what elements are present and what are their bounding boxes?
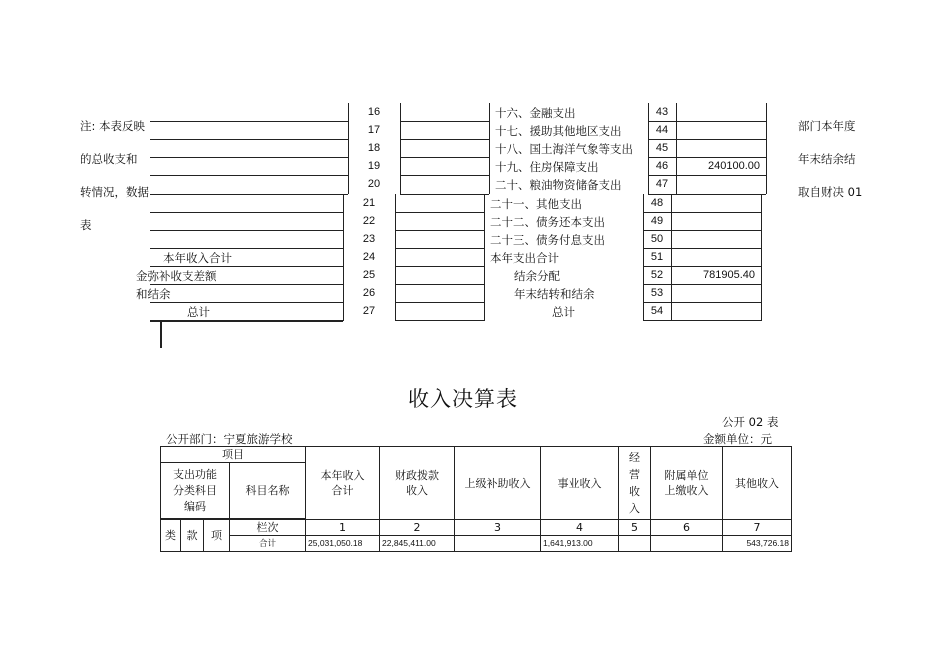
upper-row-number: 16 bbox=[367, 106, 381, 118]
grid-line bbox=[348, 121, 349, 140]
header-name: 科目名称 bbox=[230, 463, 306, 519]
upper-right-label: 二十、粮油物资储备支出 bbox=[495, 178, 622, 193]
grid-line bbox=[643, 266, 644, 285]
grid-line bbox=[150, 266, 343, 267]
header-xiang: 项 bbox=[204, 520, 230, 552]
grid-line bbox=[671, 212, 672, 231]
grid-line bbox=[348, 157, 349, 176]
upper-right-label: 二十一、其他支出 bbox=[490, 196, 582, 211]
grid-line bbox=[643, 194, 644, 213]
upper-row-number: 23 bbox=[362, 232, 376, 245]
total-value-4: 1,641,913.00 bbox=[541, 536, 619, 552]
total-label: 合计 bbox=[230, 536, 306, 552]
upper-row-number: 26 bbox=[362, 287, 376, 299]
grid-line bbox=[648, 139, 766, 140]
grid-line bbox=[761, 212, 762, 231]
upper-row-number: 20 bbox=[367, 178, 381, 191]
grid-line bbox=[766, 121, 767, 140]
upper-left-label: 和结余 bbox=[136, 287, 171, 301]
upper-row-number-right: 44 bbox=[655, 124, 669, 137]
side-note-left-4: 表 bbox=[80, 218, 92, 232]
grid-line bbox=[761, 302, 762, 321]
grid-line bbox=[676, 175, 677, 194]
header-affiliated-income: 附属单位 上缴收入 bbox=[651, 447, 723, 520]
upper-row-number-right: 49 bbox=[650, 214, 664, 227]
grid-line bbox=[643, 320, 761, 321]
grid-line bbox=[489, 121, 490, 140]
grid-line bbox=[671, 284, 672, 303]
upper-row-number: 18 bbox=[367, 142, 381, 155]
grid-line bbox=[484, 230, 485, 249]
grid-line bbox=[395, 284, 484, 285]
grid-line bbox=[484, 266, 485, 285]
grid-line bbox=[761, 194, 762, 213]
total-value-3 bbox=[455, 536, 541, 552]
header-operating-income: 经 营 收 入 bbox=[619, 447, 651, 520]
grid-line bbox=[489, 175, 490, 194]
header-other-income: 其他收入 bbox=[723, 447, 792, 520]
grid-line bbox=[395, 248, 396, 267]
grid-line bbox=[648, 157, 649, 176]
grid-line bbox=[489, 139, 490, 158]
upper-left-label: 总计 bbox=[187, 305, 210, 320]
header-code: 支出功能 分类科目 编码 bbox=[161, 463, 230, 519]
upper-row-number: 21 bbox=[362, 196, 376, 209]
grid-line bbox=[395, 302, 484, 303]
grid-line bbox=[395, 266, 484, 267]
grid-line bbox=[150, 121, 348, 122]
header-business-income: 事业收入 bbox=[541, 447, 619, 520]
grid-line bbox=[643, 284, 761, 285]
grid-line bbox=[761, 284, 762, 303]
upper-row-number-right: 45 bbox=[655, 142, 669, 155]
grid-line bbox=[484, 248, 485, 267]
grid-line bbox=[484, 284, 485, 303]
grid-line bbox=[395, 230, 396, 249]
side-note-right-2: 年末结余结 bbox=[798, 152, 856, 166]
grid-line bbox=[643, 302, 644, 321]
total-value-7: 543,726.18 bbox=[723, 536, 792, 552]
grid-line bbox=[395, 230, 484, 231]
grid-line bbox=[395, 284, 396, 303]
grid-line bbox=[489, 157, 490, 176]
grid-line bbox=[484, 194, 485, 213]
grid-line bbox=[676, 121, 677, 140]
grid-line bbox=[671, 266, 672, 285]
upper-row-number: 17 bbox=[367, 124, 381, 137]
grid-line bbox=[648, 121, 649, 140]
grid-line bbox=[648, 103, 649, 122]
upper-right-label: 十六、金融支出 bbox=[495, 106, 576, 120]
grid-line bbox=[484, 302, 485, 321]
upper-row-number: 25 bbox=[362, 268, 376, 281]
grid-line bbox=[648, 121, 766, 122]
col-number-6: 6 bbox=[651, 520, 723, 536]
grid-line bbox=[643, 248, 644, 267]
income-table bbox=[160, 446, 792, 552]
upper-row-number-right: 48 bbox=[650, 196, 664, 209]
upper-row-number-right: 51 bbox=[650, 250, 664, 263]
grid-line bbox=[676, 157, 677, 176]
grid-line bbox=[395, 194, 396, 213]
grid-line bbox=[676, 103, 677, 122]
total-value-1: 25,031,050.18 bbox=[306, 536, 380, 552]
col-number-4: 4 bbox=[541, 520, 619, 536]
header-total-income: 本年收入 合计 bbox=[306, 447, 380, 520]
grid-line bbox=[160, 320, 162, 348]
grid-line bbox=[643, 302, 761, 303]
header-fiscal-appropriation: 财政拨款 收入 bbox=[380, 447, 455, 520]
row-col-label: 栏次 bbox=[230, 520, 306, 536]
upper-right-label: 二十三、债务付息支出 bbox=[490, 232, 605, 247]
grid-line bbox=[648, 139, 649, 158]
upper-row-number-right: 47 bbox=[655, 178, 669, 191]
grid-line bbox=[395, 266, 396, 285]
upper-right-label: 十七、援助其他地区支出 bbox=[495, 124, 622, 139]
table-number: 公开 02 表 bbox=[722, 415, 779, 429]
upper-right-label: 年末结转和结余 bbox=[514, 287, 595, 301]
grid-line bbox=[150, 139, 348, 140]
col-number-5: 5 bbox=[619, 520, 651, 536]
upper-row-number-right: 43 bbox=[655, 106, 669, 118]
income-table-title: 收入决算表 bbox=[408, 387, 518, 411]
grid-line bbox=[761, 230, 762, 249]
grid-line bbox=[400, 139, 489, 140]
header-item: 项目 bbox=[161, 447, 306, 463]
grid-line bbox=[343, 194, 344, 213]
upper-row-number: 19 bbox=[367, 160, 381, 173]
col-number-3: 3 bbox=[455, 520, 541, 536]
grid-line bbox=[348, 175, 349, 194]
grid-line bbox=[150, 175, 348, 176]
grid-line bbox=[343, 248, 344, 267]
grid-line bbox=[671, 248, 672, 267]
grid-line bbox=[766, 139, 767, 158]
grid-line bbox=[648, 157, 766, 158]
upper-right-label: 结余分配 bbox=[514, 268, 560, 283]
grid-line bbox=[643, 230, 761, 231]
header-lei: 类 bbox=[161, 520, 181, 552]
grid-line bbox=[766, 157, 767, 176]
grid-line bbox=[400, 121, 489, 122]
grid-line bbox=[761, 248, 762, 267]
grid-line bbox=[343, 212, 344, 231]
grid-line bbox=[648, 175, 766, 176]
side-note-right-3: 取自财决 01 bbox=[798, 185, 863, 199]
grid-line bbox=[400, 194, 489, 195]
upper-row-number-right: 46 bbox=[655, 160, 669, 173]
grid-line bbox=[761, 266, 762, 285]
grid-line bbox=[766, 175, 767, 194]
header-superior-subsidy: 上级补助收入 bbox=[455, 447, 541, 520]
upper-amount: 781905.40 bbox=[703, 268, 755, 281]
grid-line bbox=[343, 266, 344, 285]
grid-line bbox=[643, 248, 761, 249]
col-number-2: 2 bbox=[380, 520, 455, 536]
col-number-7: 7 bbox=[723, 520, 792, 536]
side-note-left-3: 转情况，数据 bbox=[80, 185, 149, 199]
grid-line bbox=[643, 212, 761, 213]
grid-line bbox=[343, 302, 344, 321]
upper-row-number-right: 50 bbox=[650, 232, 664, 245]
upper-right-label: 本年支出合计 bbox=[490, 250, 559, 265]
grid-line bbox=[150, 157, 348, 158]
grid-line bbox=[395, 248, 484, 249]
grid-line bbox=[348, 103, 349, 122]
upper-amount: 240100.00 bbox=[708, 160, 760, 173]
grid-line bbox=[150, 230, 343, 231]
upper-left-label: 金弥补收支差额 bbox=[136, 268, 217, 283]
upper-left-label: 本年收入合计 bbox=[163, 250, 232, 265]
total-value-5 bbox=[619, 536, 651, 552]
grid-line bbox=[395, 320, 484, 321]
grid-line bbox=[676, 139, 677, 158]
grid-line bbox=[150, 302, 343, 303]
grid-line bbox=[150, 194, 348, 195]
unit-label: 金额单位：元 bbox=[703, 432, 772, 446]
upper-right-label: 二十二、债务还本支出 bbox=[490, 214, 605, 229]
grid-line bbox=[150, 284, 343, 285]
grid-line bbox=[400, 139, 401, 158]
grid-line bbox=[671, 302, 672, 321]
side-note-right-1: 部门本年度 bbox=[798, 119, 856, 133]
upper-row-number-right: 52 bbox=[650, 268, 664, 281]
grid-line bbox=[343, 284, 344, 303]
total-value-6 bbox=[651, 536, 723, 552]
grid-line bbox=[400, 121, 401, 140]
total-value-2: 22,845,411.00 bbox=[380, 536, 455, 552]
grid-line bbox=[395, 212, 484, 213]
grid-line bbox=[343, 230, 344, 249]
grid-line bbox=[150, 320, 343, 322]
upper-right-label: 十八、国土海洋气象等支出 bbox=[495, 142, 633, 157]
grid-line bbox=[671, 230, 672, 249]
grid-line bbox=[400, 157, 489, 158]
department-label: 公开部门：宁夏旅游学校 bbox=[166, 432, 293, 446]
grid-line bbox=[395, 212, 396, 231]
grid-line bbox=[400, 103, 401, 122]
grid-line bbox=[766, 103, 767, 122]
grid-line bbox=[643, 212, 644, 231]
grid-line bbox=[400, 175, 489, 176]
grid-line bbox=[150, 212, 343, 213]
upper-row-number-right: 53 bbox=[650, 287, 664, 299]
grid-line bbox=[648, 194, 766, 195]
grid-line bbox=[671, 194, 672, 213]
grid-line bbox=[643, 284, 644, 303]
grid-line bbox=[348, 139, 349, 158]
grid-line bbox=[648, 175, 649, 194]
grid-line bbox=[400, 157, 401, 176]
side-note-left-1: 注: 本表反映 bbox=[80, 119, 146, 133]
grid-line bbox=[400, 175, 401, 194]
grid-line bbox=[643, 230, 644, 249]
upper-row-number: 24 bbox=[362, 250, 376, 263]
side-note-left-2: 的总收支和 bbox=[80, 152, 138, 166]
header-kuan: 款 bbox=[181, 520, 204, 552]
grid-line bbox=[643, 266, 761, 267]
upper-right-label: 十九、住房保障支出 bbox=[495, 160, 599, 175]
grid-line bbox=[489, 103, 490, 122]
grid-line bbox=[395, 302, 396, 321]
upper-right-label: 总计 bbox=[552, 305, 575, 320]
upper-row-number: 27 bbox=[362, 305, 376, 318]
grid-line bbox=[150, 248, 343, 249]
col-number-1: 1 bbox=[306, 520, 380, 536]
upper-row-number: 22 bbox=[362, 214, 376, 227]
upper-row-number-right: 54 bbox=[650, 305, 664, 318]
grid-line bbox=[484, 212, 485, 231]
